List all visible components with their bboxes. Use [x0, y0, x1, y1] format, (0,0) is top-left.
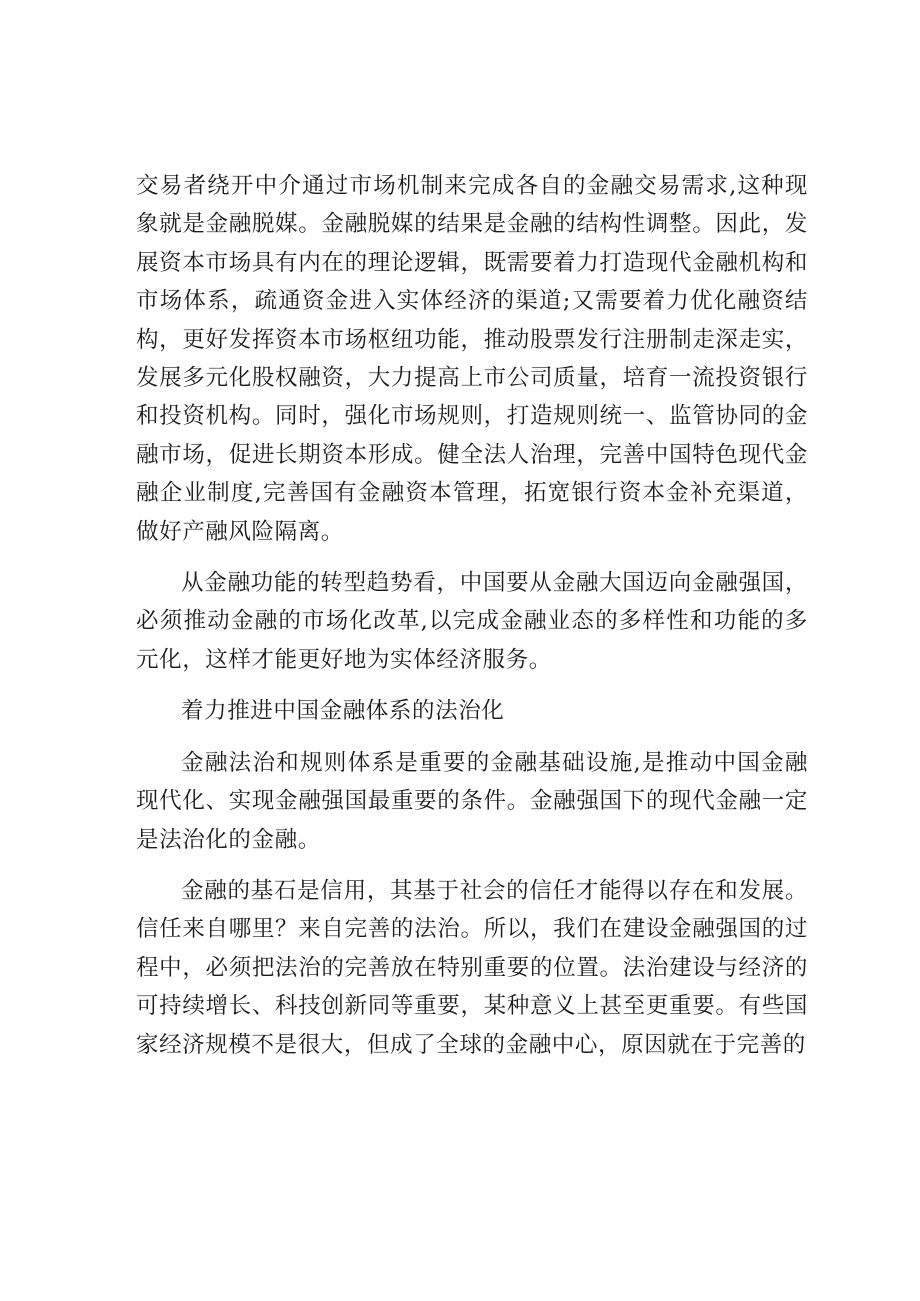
paragraph-credit-foundation: 金融的基石是信用，其基于社会的信任才能得以存在和发展。信任来自哪里？来自完善的法治。所以，我们在建设金融强国的过程中，必须把法治的完善放在特别重要的位置。法治建设与经济的可持续增长、科技创新同等重要，某种意义上甚至更重要。有些国家经济规模不是很大，但成了全球的金融中心，原因就在于完善的 — [136, 877, 808, 1058]
paragraph-financial-disintermediation: 交易者绕开中介通过市场机制来完成各自的金融交易需求,这种现象就是金融脱媒。金融脱媒的结果是金融的结构性调整。因此，发展资本市场具有内在的理论逻辑，既需要着力打造现代金融机构和市场体系，疏通资金进入实体经济的渠道;又需要着力优化融资结构，更好发挥资本市场枢纽功能，推动股票发行注册制走深走实，发展多元化股权融资，大力提高上市公司质量，培育一流投资银行和投资机构。同时，强化市场规则，打造规则统一、监管协同的金融市场，促进长期资本形成。健全法人治理，完善中国特色现代金融企业制度,完善国有金融资本管理，拓宽银行资本金补充渠道，做好产融风险隔离。 — [136, 173, 808, 545]
paragraph-financial-rule-of-law: 金融法治和规则体系是重要的金融基础设施,是推动中国金融现代化、实现金融强国最重要的条件。金融强国下的现代金融一定是法治化的金融。 — [136, 749, 808, 853]
document-body — [136, 167, 808, 1064]
section-heading-rule-of-law: 着力推进中国金融体系的法治化 — [181, 698, 505, 725]
paragraph-financial-function-transition: 从金融功能的转型趋势看，中国要从金融大国迈向金融强国，必须推动金融的市场化改革,以完成金融业态的多样性和功能的多元化，这样才能更好地为实体经济服务。 — [136, 570, 808, 673]
